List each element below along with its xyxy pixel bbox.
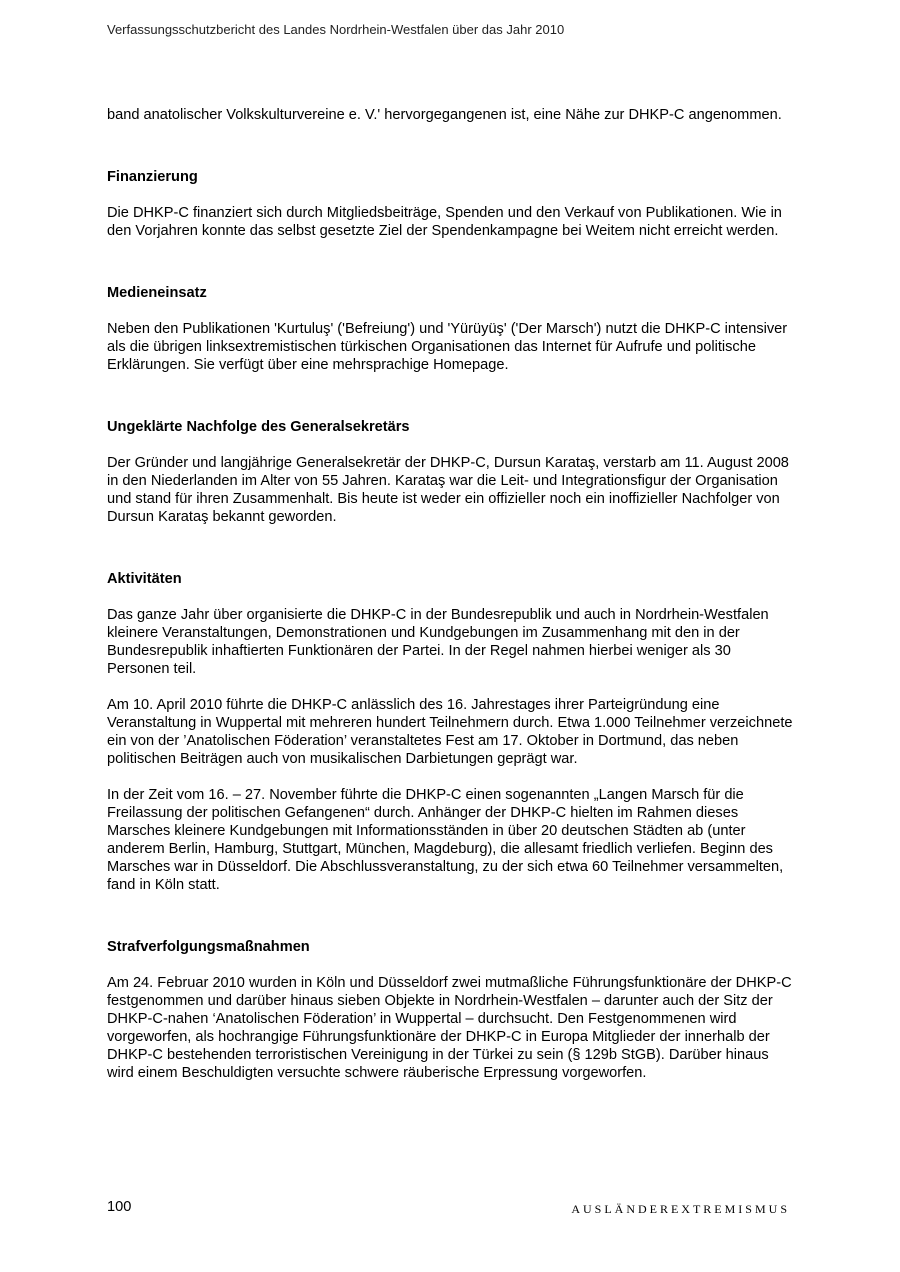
paragraph-aktivitaeten-3: In der Zeit vom 16. – 27. November führte die DHKP-C einen sogenannten „Langen Marsch für die Freilassung der politischen Gefangenen“ durch. Anhänger der DHKP-C hielten im Rahmen dieses Marsches kleinere Kundgebungen mit Informationsständen in über 20 deutschen Städten ab (unter anderem Berlin, Hamburg, Stuttgart, München, Magdeburg), die allesamt friedlich verliefen. Beginn des Marsches war in Düsseldorf. Die Abschlussveranstaltung, zu der sich etwa 60 Teilnehmer versammelten, fand in Köln statt. — [107, 787, 784, 893]
paragraph-medieneinsatz: Neben den Publikationen 'Kurtuluş' ('Befreiung') und 'Yürüyüş' ('Der Marsch') nutzt die DHKP-C intensiver als die übrigen linksextremistischen türkischen Organisationen das Internet für Aufrufe und politische Erklärungen. Sie verfügt über eine mehrsprachige Homepage. — [107, 321, 788, 373]
intro-paragraph: band anatolischer Volkskulturvereine e. V.' hervorgegangenen ist, eine Nähe zur DHKP-C angenommen. — [107, 107, 782, 123]
heading-strafverfolgung: Strafverfolgungsmaßnahmen — [107, 939, 310, 955]
heading-medieneinsatz: Medieneinsatz — [107, 285, 207, 301]
heading-aktivitaeten: Aktivitäten — [107, 571, 182, 587]
paragraph-aktivitaeten-1: Das ganze Jahr über organisierte die DHKP-C in der Bundesrepublik und auch in Nordrhein-Westfalen kleinere Veranstaltungen, Demonstrationen und Kundgebungen im Zusammenhang mit den in der Bundesrepublik inhaftierten Funktionären der Partei. In der Regel nahmen hierbei weniger als 30 Personen teil. — [107, 607, 769, 677]
page-number: 100 — [107, 1199, 132, 1215]
heading-finanzierung: Finanzierung — [107, 169, 198, 185]
heading-nachfolge: Ungeklärte Nachfolge des Generalsekretärs — [107, 419, 410, 435]
paragraph-nachfolge: Der Gründer und langjährige Generalsekretär der DHKP-C, Dursun Karataş, verstarb am 11. August 2008 in den Niederlanden im Alter von 55 Jahren. Karataş war die Leit- und Integrationsfigur der Organisation und stand für ihren Zusammenhalt. Bis heute ist weder ein offizieller noch ein inoffizieller Nachfolger von Dursun Karataş bekannt geworden. — [107, 455, 789, 525]
document-body — [107, 106, 795, 1082]
paragraph-aktivitaeten-2: Am 10. April 2010 führte die DHKP-C anlässlich des 16. Jahrestages ihrer Parteigründung eine Veranstaltung in Wuppertal mit mehreren hundert Teilnehmern durch. Etwa 1.000 Teilnehmer verzeichnete ein von der ’Anatolischen Föderation’ veranstaltetes Fest am 17. Oktober in Dortmund, das neben politischen Beiträgen auch von musikalischen Darbietungen geprägt war. — [107, 697, 793, 767]
running-header: Verfassungsschutzbericht des Landes Nordrhein-Westfalen über das Jahr 2010 — [107, 22, 565, 37]
section-label: AUSLÄNDEREXTREMISMUS — [571, 1202, 790, 1216]
paragraph-finanzierung: Die DHKP-C finanziert sich durch Mitgliedsbeiträge, Spenden und den Verkauf von Publikationen. Wie in den Vorjahren konnte das selbst gesetzte Ziel der Spendenkampagne bei Weitem nicht erreicht werden. — [107, 205, 782, 239]
paragraph-strafverfolgung: Am 24. Februar 2010 wurden in Köln und Düsseldorf zwei mutmaßliche Führungsfunktionäre der DHKP-C festgenommen und darüber hinaus sieben Objekte in Nordrhein-Westfalen – darunter auch der Sitz der DHKP-C-nahen ‘Anatolischen Föderation’ in Wuppertal – durchsucht. Den Festgenommenen wird vorgeworfen, als hochrangige Führungsfunktionäre der DHKP-C in Europa Mitglieder der innerhalb der DHKP-C bestehenden terroristischen Vereinigung in der Türkei zu sein (§ 129b StGB). Darüber hinaus wird einem Beschuldigten versuchte schwere räuberische Erpressung vorgeworfen. — [107, 975, 792, 1081]
